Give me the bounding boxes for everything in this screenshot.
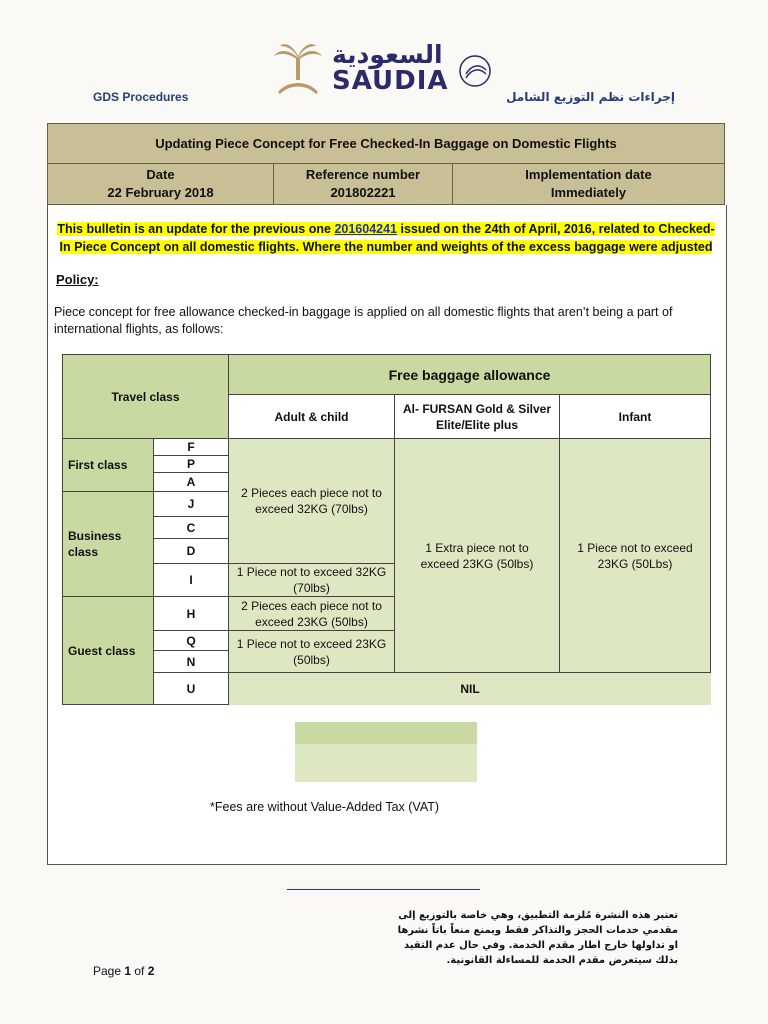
previous-bulletin-link[interactable]: 201604241 — [334, 222, 398, 236]
page-total: 2 — [147, 964, 155, 978]
policy-heading: Policy: — [56, 272, 99, 287]
reference-value: 201802221 — [330, 185, 396, 200]
code-j: J — [154, 492, 229, 517]
page-mid: of — [131, 964, 148, 978]
guest-class-label: Guest class — [63, 597, 154, 705]
allowance-header: Free baggage allowance — [229, 355, 711, 395]
col-fursan: Al- FURSAN Gold & Silver Elite/Elite plus — [395, 395, 560, 439]
code-h: H — [154, 597, 229, 631]
empty-fee-box — [295, 722, 477, 782]
implementation-value: Immediately — [550, 185, 627, 200]
footer-divider — [287, 889, 480, 890]
infant-allowance: 1 Piece not to exceed 23KG (50Lbs) — [560, 439, 711, 673]
page-number — [93, 964, 154, 978]
col-infant: Infant — [560, 395, 711, 439]
reference-cell — [274, 164, 453, 204]
notice-part2: issued on the 24th of April, 2016, related to Checked-In Piece Concept on all domestic flights. Where the number and weights of the excess baggage were adjusted — [59, 222, 715, 254]
code-u: U — [154, 673, 229, 705]
logo-arabic: السعودية — [332, 40, 443, 69]
policy-description: Piece concept for free allowance checked-in baggage is applied on all domestic flights that aren’t being a part of international flights, as follows: — [54, 305, 673, 336]
update-notice — [52, 220, 720, 256]
code-f: F — [154, 439, 229, 456]
business-class-label: Business class — [63, 492, 154, 597]
code-d: D — [154, 539, 229, 564]
bulletin-meta-row — [48, 164, 724, 204]
skyteam-icon — [454, 50, 496, 92]
implementation-label: Implementation date — [525, 167, 652, 182]
baggage-allowance-table — [62, 354, 711, 705]
code-c: C — [154, 517, 229, 539]
reference-label: Reference number — [305, 167, 421, 182]
date-label: Date — [146, 167, 175, 182]
vat-note: *Fees are without Value-Added Tax (VAT) — [210, 800, 440, 814]
col-adult-child: Adult & child — [229, 395, 395, 439]
logo-latin: SAUDIA — [332, 66, 449, 96]
code-i: I — [154, 564, 229, 597]
date-value: 22 February 2018 — [107, 185, 214, 200]
empty-fee-box-header — [295, 722, 477, 744]
gds-procedures-label: GDS Procedures — [93, 90, 189, 104]
notice-part1: This bulletin is an update for the previous one — [57, 222, 335, 236]
code-q: Q — [154, 631, 229, 651]
implementation-cell — [453, 164, 724, 204]
page-prefix: Page — [93, 964, 125, 978]
date-cell — [48, 164, 274, 204]
bulletin-header — [47, 123, 725, 205]
travel-class-header: Travel class — [63, 355, 229, 439]
adult-first-business: 2 Pieces each piece not to exceed 32KG (70lbs) — [229, 439, 395, 564]
page-current: 1 — [124, 964, 132, 978]
empty-fee-box-body — [295, 744, 477, 782]
nil-allowance: NIL — [229, 673, 711, 705]
code-a: A — [154, 473, 229, 492]
adult-qn: 1 Piece not to exceed 23KG (50lbs) — [229, 631, 395, 673]
code-n: N — [154, 651, 229, 673]
code-p: P — [154, 456, 229, 473]
arabic-disclaimer: تعتبر هذه النشرة مُلزمة التطبيق، وهي خاصة بالتوزيع إلى مقدمي خدمات الحجز والتذاكر فقط ويمنع منعاً باتاً نشرها او تداولها خارج اطار مقدم الخدمة. وفي حال عدم التقيد بذلك سيتعرض مقدم الخدمة للمساءلة القانونية. — [397, 910, 678, 966]
first-class-label: First class — [63, 439, 154, 492]
fursan-allowance: 1 Extra piece not to exceed 23KG (50lbs) — [395, 439, 560, 673]
gds-procedures-arabic: إجراءات نظم التوزيع الشامل — [506, 90, 675, 104]
palm-swords-icon — [270, 40, 326, 96]
saudia-logo — [270, 38, 500, 96]
bulletin-title: Updating Piece Concept for Free Checked-In Baggage on Domestic Flights — [48, 124, 724, 164]
adult-h: 2 Pieces each piece not to exceed 23KG (50lbs) — [229, 597, 395, 631]
adult-i: 1 Piece not to exceed 32KG (70lbs) — [229, 564, 395, 597]
